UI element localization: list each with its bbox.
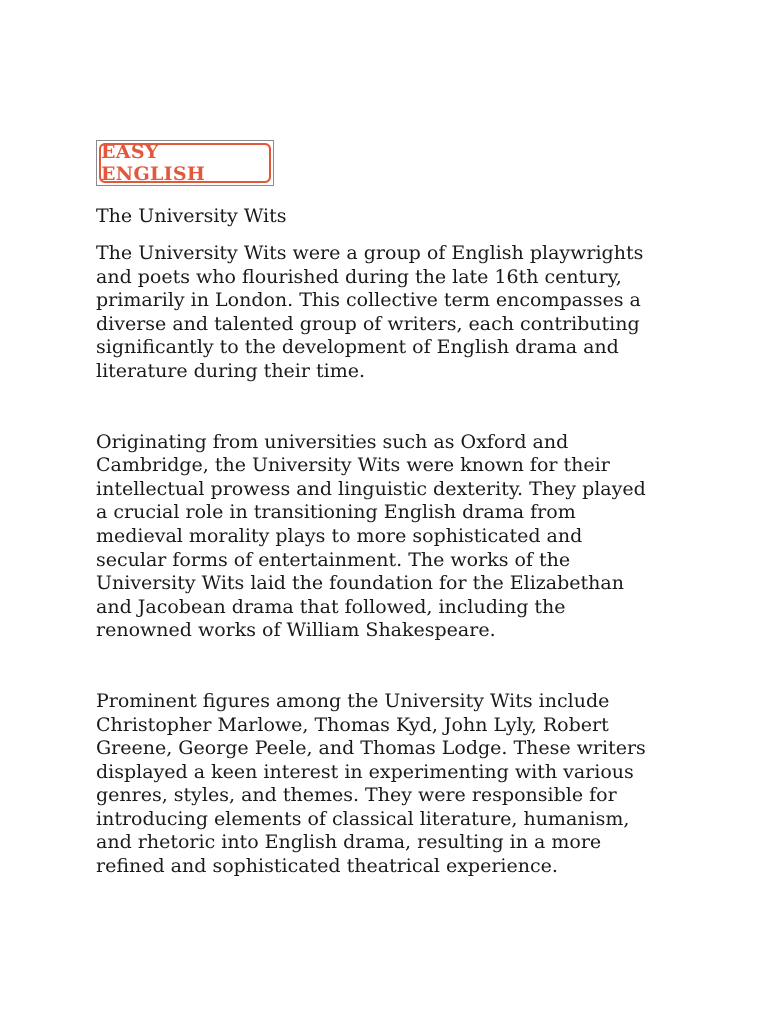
easy-english-logo [96,140,274,186]
paragraph-figures: Prominent figures among the University Wits include Christopher Marlowe, Thomas Kyd, John Lyly, Robert Greene, George Peele, and Thomas Lodge. These writers displayed a keen interest in experimenting with various genres, styles, and themes. They were responsible for introducing elements of classical literature, humanism, and rhetoric into English drama, resulting in a more refined and sophisticated theatrical experience. [96,689,646,878]
logo-text: EASY ENGLISH [99,143,271,183]
document-title: The University Wits [96,205,287,227]
paragraph-intro: The University Wits were a group of English playwrights and poets who flourished during the late 16th century, primarily in London. This collective term encompasses a diverse and talented group of writers, each contributing significantly to the development of English drama and literature during their time. [96,242,644,382]
document-page [96,140,656,879]
paragraph-origins: Originating from universities such as Oxford and Cambridge, the University Wits were known for their intellectual prowess and linguistic dexterity. They played a crucial role in transitioning English drama from medieval morality plays to more sophisticated and secular forms of entertainment. The works of the University Wits laid the foundation for the Elizabethan and Jacobean drama that followed, including the renowned works of William Shakespeare. [96,430,646,642]
